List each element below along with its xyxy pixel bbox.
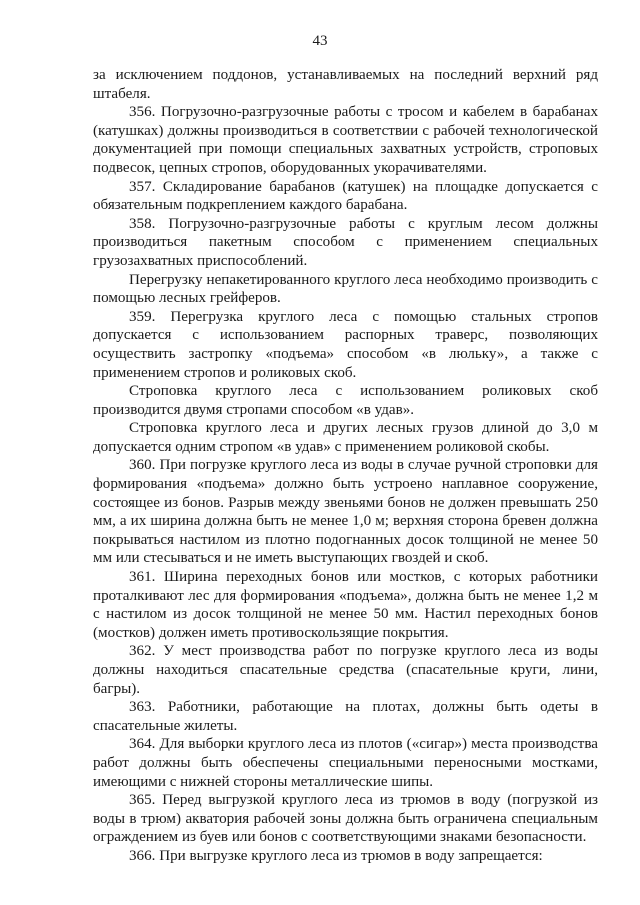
paragraph-360: 360. При погрузке круглого леса из воды в случае ручной строповки для формирования «подъема» должно быть устроено наплавное сооружение, состоящее из бонов. Разрыв между звеньями бонов не должен превышать 250 мм, а их ширина должна быть не менее 1,0 м; верхняя сторона бревен должна покрываться настилом из плотно подогнанных досок толщиной не менее 50 мм или стесываться и не иметь выступающих гвоздей и скоб. bbox=[93, 457, 598, 567]
page-number: 43 bbox=[312, 33, 328, 49]
paragraph-361: 361. Ширина переходных бонов или мостков, с которых работники проталкивают лес для формирования «подъема», должна быть не менее 1,2 м с настилом из досок толщиной не менее 50 мм. Настил переходных бонов (мостков) должен иметь противоскользящие покрытия. bbox=[93, 569, 598, 641]
paragraph-362: 362. У мест производства работ по погрузке круглого леса из воды должны находиться спасательные средства (спасательные круги, лини, багры). bbox=[93, 643, 598, 697]
paragraph-359-note-1: Строповка круглого леса с использованием роликовых скоб производится двумя стропами способом «в удав». bbox=[93, 383, 598, 418]
paragraph-359: 359. Перегрузка круглого леса с помощью стальных стропов допускается с использованием распорных траверс, позволяющих осуществить застропку «подъема» способом «в люльку», а также с применением стропов и роликовых скоб. bbox=[93, 308, 598, 381]
paragraph-358: 358. Погрузочно-разгрузочные работы с круглым лесом должны производиться пакетным способом с применением специальных грузозахватных приспособлений. bbox=[93, 215, 598, 269]
paragraph-357: 357. Складирование барабанов (катушек) на площадке допускается с обязательным подкреплением каждого барабана. bbox=[93, 178, 598, 214]
paragraph-365: 365. Перед выгрузкой круглого леса из трюмов в воду (погрузкой из воды в трюм) акватория рабочей зоны должна быть ограничена специальным ограждением из буев или бонов с соответствующими знаками безопасности. bbox=[93, 792, 598, 846]
paragraph-359-note-2: Строповка круглого леса и других лесных грузов длиной до 3,0 м допускается одним стропом «в удав» с применением роликовой скобы. bbox=[93, 420, 598, 455]
paragraph-364: 364. Для выборки круглого леса из плотов («сигар») места производства работ должны быть обеспечены специальными переносными мостками, имеющими с нижней стороны металлические шипы. bbox=[93, 736, 598, 790]
paragraph-continuation: за исключением поддонов, устанавливаемых на последний верхний ряд штабеля. bbox=[93, 67, 598, 102]
paragraph-363: 363. Работники, работающие на плотах, должны быть одеты в спасательные жилеты. bbox=[93, 699, 598, 734]
paragraph-356: 356. Погрузочно-разгрузочные работы с тросом и кабелем в барабанах (катушках) должны производиться в соответствии с рабочей технологической документацией при помощи специальных захватных устройств, строповых подвесок, цепных стропов, оборудованных укорачивателями. bbox=[93, 104, 598, 176]
paragraph-366: 366. При выгрузке круглого леса из трюмов в воду запрещается: bbox=[129, 847, 543, 864]
document-body bbox=[93, 66, 598, 866]
paragraph-358-note: Перегрузку непакетированного круглого леса необходимо производить с помощью лесных грейферов. bbox=[93, 271, 598, 307]
